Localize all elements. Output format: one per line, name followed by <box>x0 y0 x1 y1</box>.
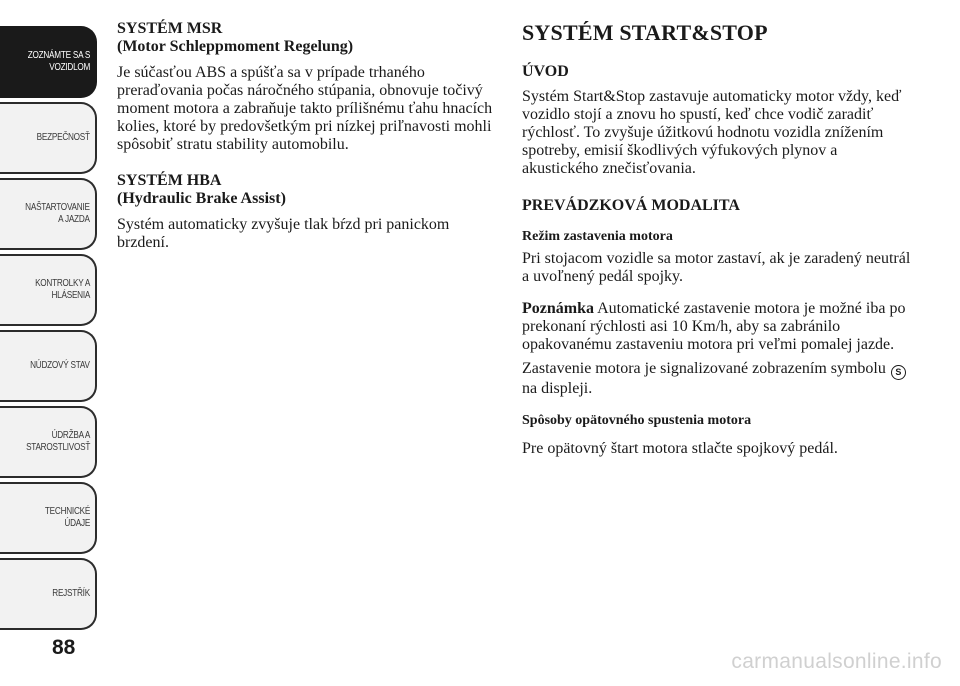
engine-stop-paragraph: Pri stojacom vozidle sa motor zastaví, ak je zaradený neutrál a uvoľnený pedál spojky. <box>522 250 911 285</box>
msr-subheading: (Motor Schleppmoment Regelung) <box>117 38 354 55</box>
intro-heading: ÚVOD <box>522 63 569 80</box>
mode-heading: PREVÁDZKOVÁ MODALITA <box>522 197 740 214</box>
left-column <box>117 20 502 252</box>
engine-stop-heading: Režim zastavenia motora <box>522 229 673 244</box>
tab-label: KONTROLKY A HLÁSENIA <box>34 278 90 301</box>
restart-paragraph: Pre opätovný štart motora stlačte spojkový pedál. <box>522 440 838 457</box>
tab-label: NAŠTARTOVANIE A JAZDA <box>25 202 90 225</box>
note-label: Poznámka <box>522 300 594 317</box>
tab-label: REJSTŘÍK <box>52 588 90 599</box>
signal-text-2: na displeji. <box>522 380 593 397</box>
tab-technicke-udaje[interactable] <box>0 482 97 554</box>
hba-paragraph: Systém automaticky zvyšuje tlak bŕzd pri panickom brzdení. <box>117 216 450 251</box>
tab-bezpecnost[interactable] <box>0 102 97 174</box>
tab-zoznamte-sa-s-vozidlom[interactable] <box>0 26 97 98</box>
start-stop-title: SYSTÉM START&STOP <box>522 20 768 45</box>
tab-kontrolky-a-hlasenia[interactable] <box>0 254 97 326</box>
tab-label: ÚDRŽBA A STAROSTLIVOSŤ <box>25 430 90 453</box>
tab-label: ZOZNÁMTE SA S VOZIDLOM <box>27 50 90 73</box>
watermark: carmanualsonline.info <box>731 650 942 673</box>
note-paragraph <box>522 300 917 354</box>
signal-paragraph <box>522 360 917 398</box>
intro-paragraph: Systém Start&Stop zastavuje automaticky motor vždy, keď vozidlo stojí a znovu ho spustí, keď chce vodič zaradiť rýchlosť. To zvyšuje úžitkovú hodnotu vozidla znížením spotreby, emisií škodlivých výfukových plynov a akustického znečisťovania. <box>522 88 902 177</box>
tab-label: BEZPEČNOSŤ <box>36 132 90 143</box>
tab-nudzovy-stav[interactable] <box>0 330 97 402</box>
start-stop-symbol-icon: S <box>891 365 906 380</box>
msr-paragraph: Je súčasťou ABS a spúšťa sa v prípade trhaného preraďovania počas náročného stúpania, obnovuje točivý moment motora a zabraňuje takto prílišnému ťahu hnacích kolies, ktoré by predovšetkým pri nízkej priľnavosti mohli spôsobiť stratu stability automobilu. <box>117 64 493 153</box>
page-number: 88 <box>52 636 76 659</box>
hba-heading: SYSTÉM HBA <box>117 172 222 189</box>
hba-subheading: (Hydraulic Brake Assist) <box>117 190 286 207</box>
right-column <box>522 20 917 458</box>
signal-text-1: Zastavenie motora je signalizované zobrazením symbolu <box>522 360 890 377</box>
tab-rejstrik[interactable] <box>0 558 97 630</box>
tab-label: NÚDZOVÝ STAV <box>30 360 90 371</box>
tab-udrzba-a-starostlivost[interactable] <box>0 406 97 478</box>
tab-nastartovanie-a-jazda[interactable] <box>0 178 97 250</box>
msr-heading: SYSTÉM MSR <box>117 20 223 37</box>
note-text: Automatické zastavenie motora je možné iba po prekonaní rýchlosti asi 10 Km/h, aby sa zabránilo opakovanému zastaveniu motora pri veľmi pomalej jazde. <box>522 300 906 353</box>
restart-heading: Spôsoby opätovného spustenia motora <box>522 413 752 428</box>
tab-label: TECHNICKÉ ÚDAJE <box>44 506 90 529</box>
